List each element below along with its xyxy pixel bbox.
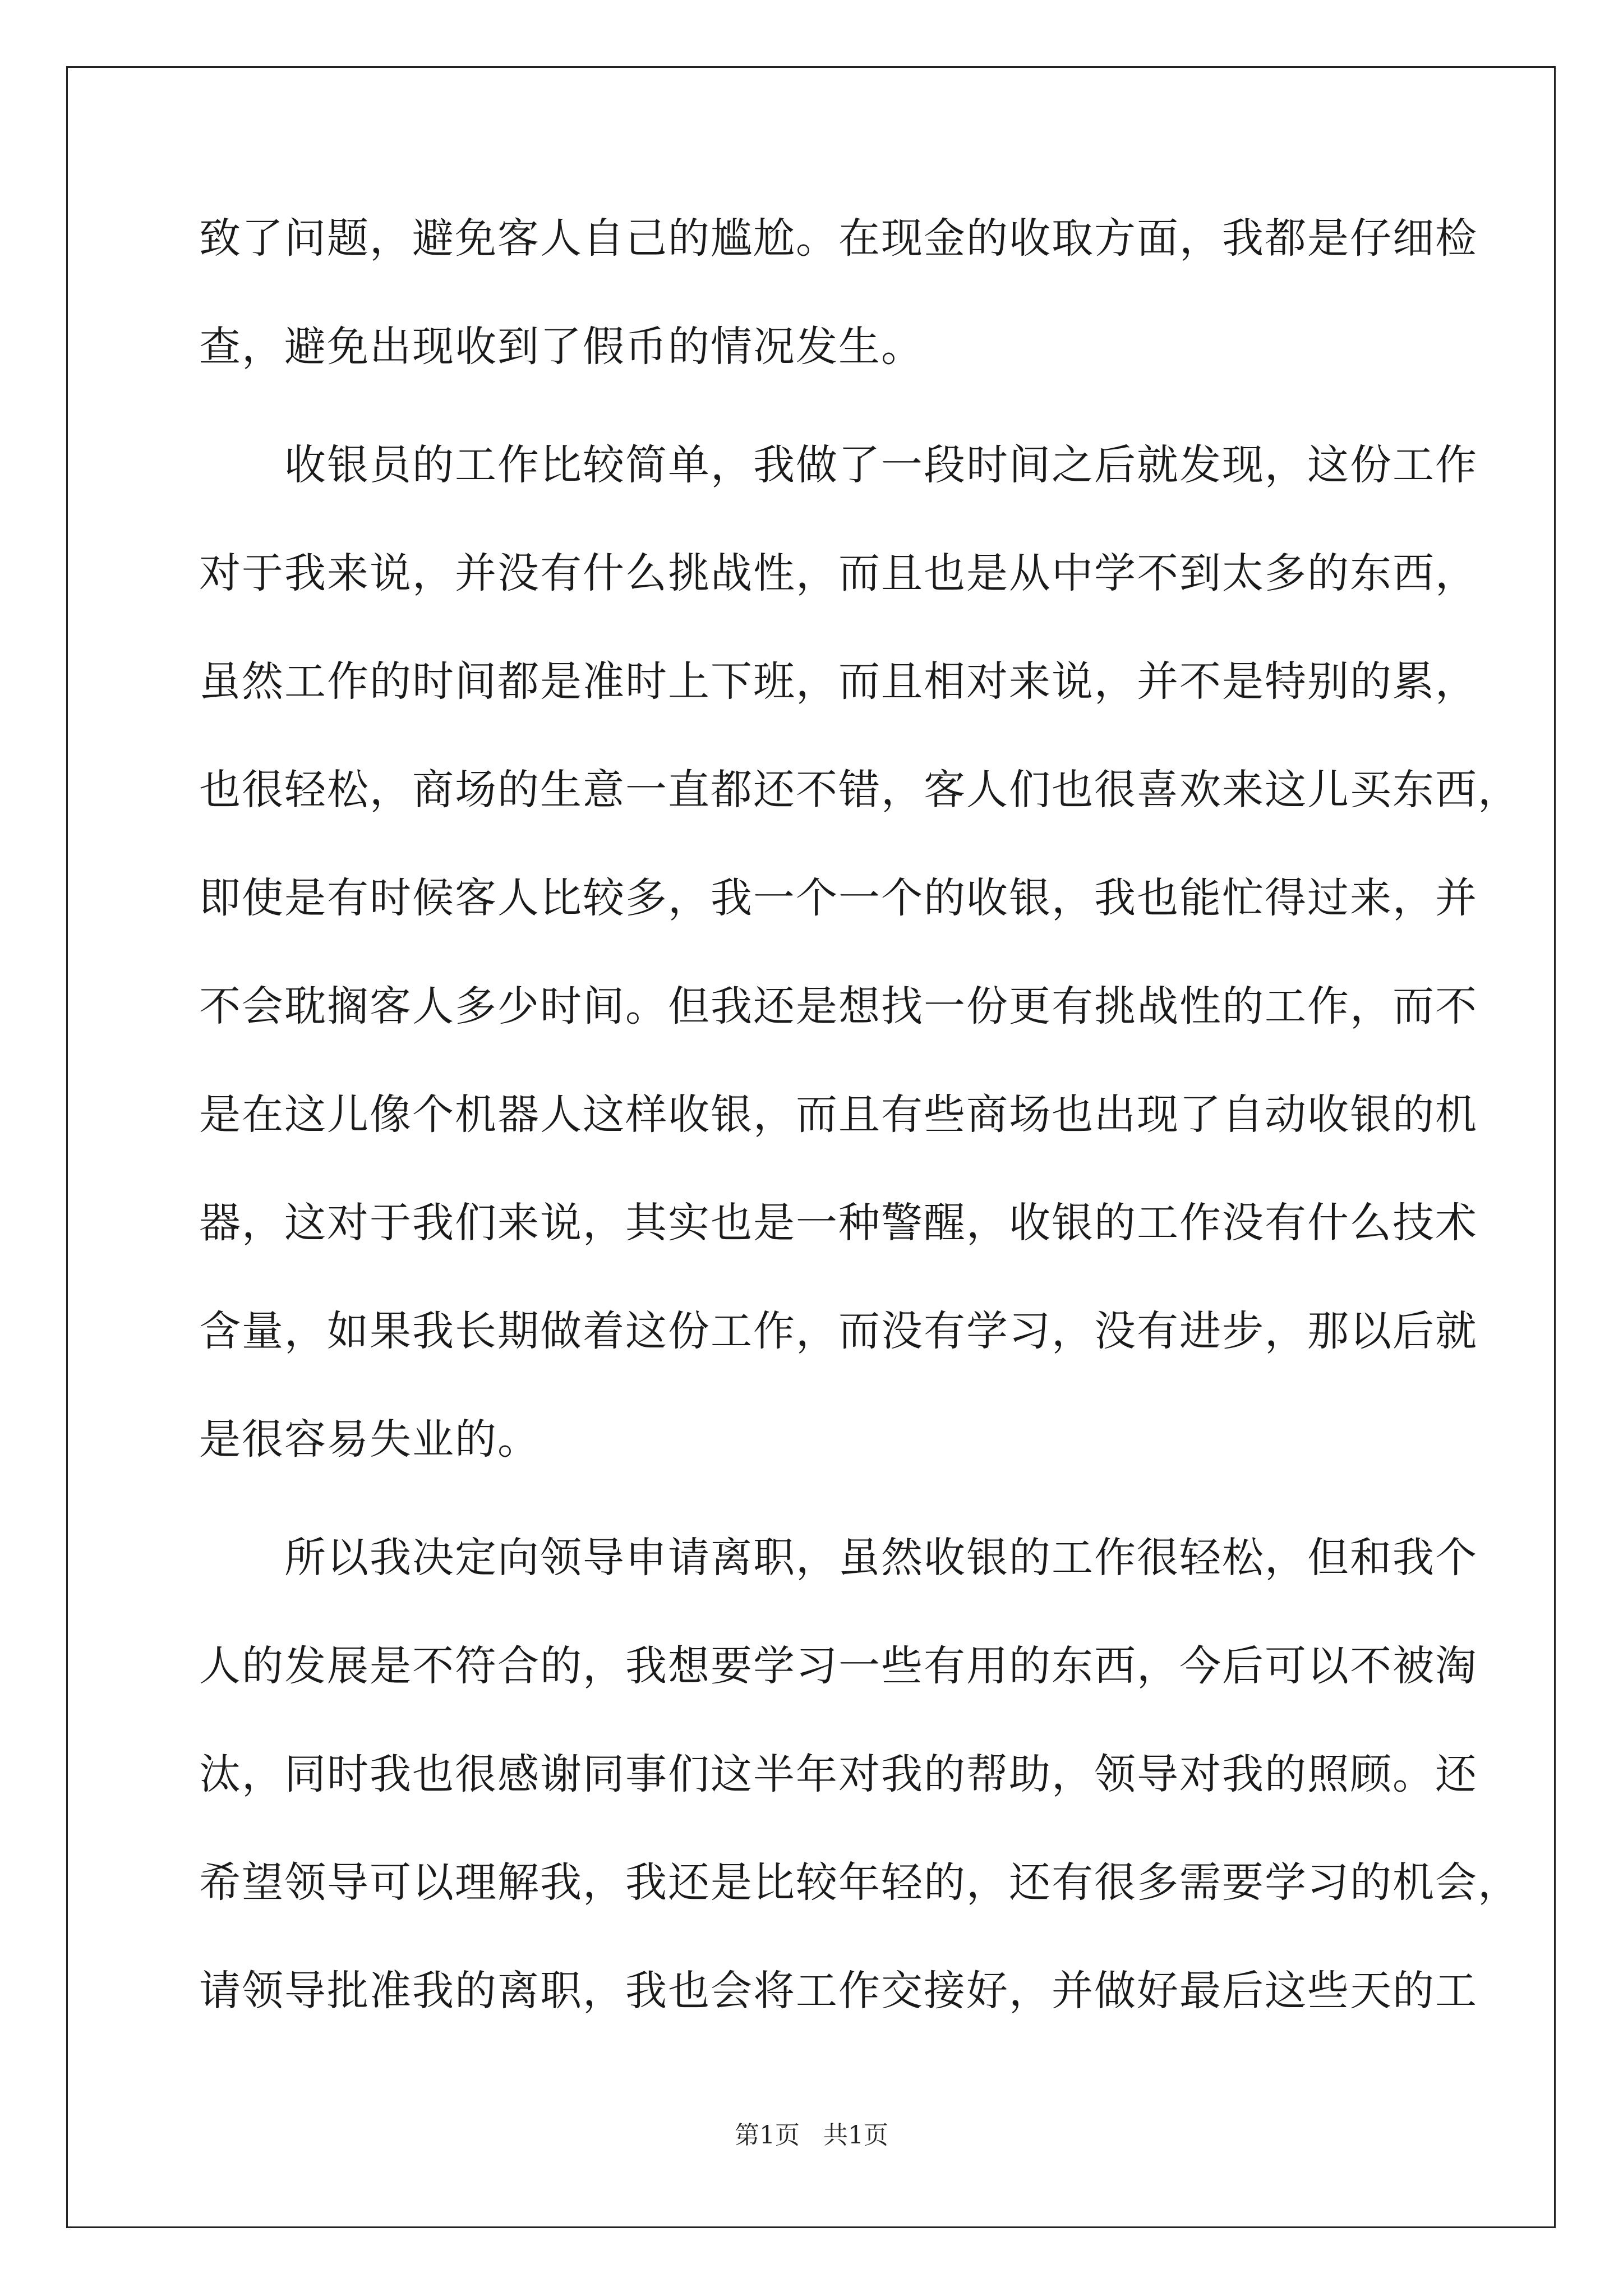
paragraph-gap [199, 430, 1433, 440]
paragraph-gap [199, 1522, 1433, 1533]
text-line: 虽然工作的时间都是准时上下班，而且相对来说，并不是特别的累， [199, 657, 1478, 706]
text-line: 即使是有时候客人比较多，我一个一个的收银，我也能忙得过来，并 [199, 874, 1478, 922]
text-line: 不会耽搁客人多少时间。但我还是想找一份更有挑战性的工作，而不 [199, 982, 1478, 1030]
text-line: 对于我来说，并没有什么挑战性，而且也是从中学不到太多的东西， [199, 549, 1478, 597]
text-line: 所以我决定向领导申请离职，虽然收银的工作很轻松，但和我个 [199, 1534, 1478, 1582]
text-line: 查，避免出现收到了假币的情况发生。 [199, 323, 924, 371]
text-line: 致了问题，避免客人自己的尴尬。在现金的收取方面，我都是仔细检 [199, 214, 1478, 263]
text-line: 请领导批准我的离职，我也会将工作交接好，并做好最后这些天的工 [199, 1967, 1478, 2015]
text-line: 人的发展是不符合的，我想要学习一些有用的东西，今后可以不被淘 [199, 1642, 1478, 1690]
text-line: 是在这儿像个机器人这样收银，而且有些商场也出现了自动收银的机 [199, 1091, 1478, 1139]
text-line: 希望领导可以理解我，我还是比较年轻的，还有很多需要学习的机会， [199, 1858, 1520, 1907]
text-line: 是很容易失业的。 [199, 1415, 540, 1464]
text-line: 收银员的工作比较简单，我做了一段时间之后就发现，这份工作 [199, 441, 1478, 489]
document-body [199, 213, 1520, 2074]
text-line: 含量，如果我长期做着这份工作，而没有学习，没有进步，那以后就 [199, 1307, 1478, 1355]
text-line: 也很轻松，商场的生意一直都还不错，客人们也很喜欢来这儿买东西， [199, 766, 1520, 814]
text-line: 器，这对于我们来说，其实也是一种警醒，收银的工作没有什么技术 [199, 1199, 1478, 1247]
text-line: 汰，同时我也很感谢同事们这半年对我的帮助，领导对我的照顾。还 [199, 1750, 1478, 1798]
page-number: 第1页 共1页 [735, 2121, 888, 2150]
